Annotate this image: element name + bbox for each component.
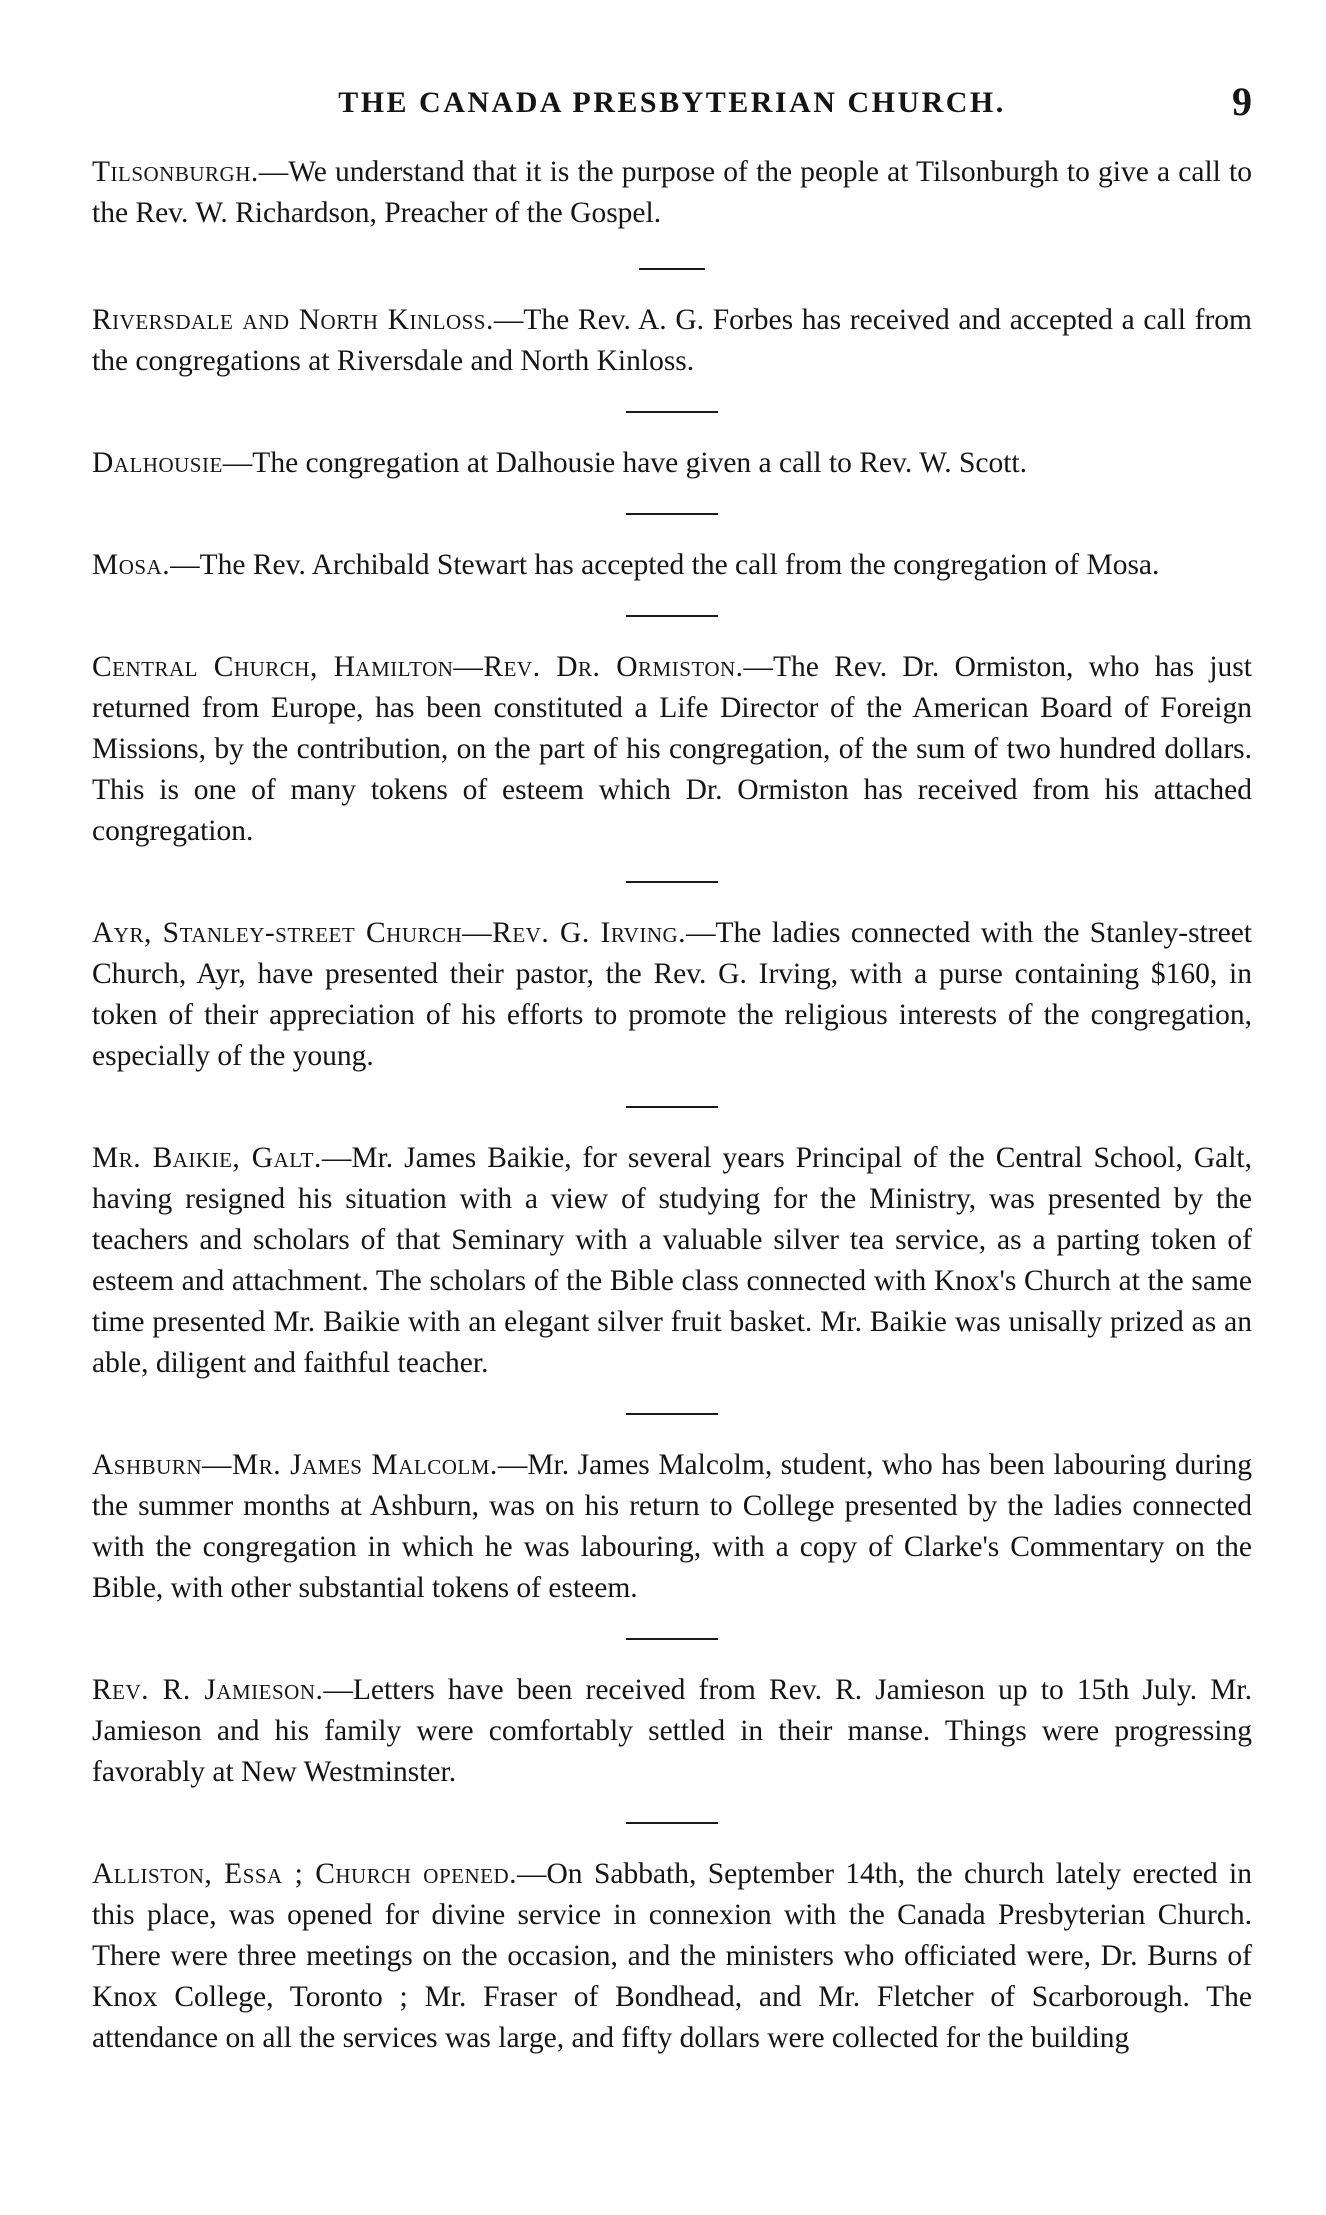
news-entry xyxy=(92,152,1252,234)
section-divider xyxy=(626,1822,718,1824)
entry-heading: Alliston, Essa ; Church opened. xyxy=(92,1858,517,1890)
entry-text: —The Rev. Archibald Stewart has accepted the call from the congregation of Mosa. xyxy=(170,549,1160,581)
section-divider xyxy=(626,615,718,617)
news-entry xyxy=(92,1854,1252,2059)
news-entry xyxy=(92,913,1252,1077)
entry-text: —The Rev. A. G. Forbes has received and accepted a call from the congregations at Riversdale and North Kinloss. xyxy=(92,304,1252,377)
section-divider xyxy=(626,513,718,515)
news-entry xyxy=(92,545,1252,586)
section-divider xyxy=(639,268,705,270)
section-divider xyxy=(626,1106,718,1108)
entry-heading: Ayr, Stanley-street Church—Rev. G. Irving. xyxy=(92,917,687,949)
section-divider xyxy=(626,881,718,883)
entry-text: —On Sabbath, September 14th, the church lately erected in this place, was opened for divine service in connexion with the Canada Presbyterian Church. There were three meetings on the occasion, and the ministers who officiated were, Dr. Burns of Knox College, Toronto ; Mr. Fraser of Bondhead, and Mr. Fletcher of Scarborough. The attendance on all the services was large, and fifty dollars were collected for the building xyxy=(92,1858,1253,2054)
page-number: 9 xyxy=(1232,79,1252,124)
entry-text: —We understand that it is the purpose of the people at Tilsonburgh to give a call to the Rev. W. Richardson, Preacher of the Gospel. xyxy=(92,156,1252,229)
entry-text: —The Rev. Dr. Ormiston, who has just returned from Europe, has been constituted a Life Director of the American Board of Foreign Missions, by the contribution, on the part of his congregation, of the sum of two hundred dollars. This is one of many tokens of esteem which Dr. Ormiston has received from his attached congregation. xyxy=(92,651,1252,847)
entry-heading: Tilsonburgh. xyxy=(92,156,259,188)
news-entry xyxy=(92,647,1252,852)
entry-text: —Mr. James Baikie, for several years Principal of the Central School, Galt, having resigned his situation with a view of studying for the Ministry, was presented by the teachers and scholars of that Seminary with a valuable silver tea service, as a parting token of esteem and attachment. The scholars of the Bible class connected with Knox's Church at the same time presented Mr. Baikie with an elegant silver fruit basket. Mr. Baikie was unisally prized as an able, diligent and faithful teacher. xyxy=(92,1142,1252,1379)
entry-text: —Mr. James Malcolm, student, who has been labouring during the summer months at Ashburn, was on his return to College presented by the ladies connected with the congregation in which he was labouring, with a copy of Clarke's Commentary on the Bible, with other substantial tokens of esteem. xyxy=(92,1449,1252,1604)
entry-heading: Central Church, Hamilton—Rev. Dr. Ormiston. xyxy=(92,651,744,683)
entry-heading: Ashburn—Mr. James Malcolm. xyxy=(92,1449,498,1481)
entry-heading: Mr. Baikie, Galt. xyxy=(92,1142,322,1174)
running-header xyxy=(92,72,1252,122)
section-divider xyxy=(626,1413,718,1415)
section-divider xyxy=(626,411,718,413)
entry-heading: Mosa. xyxy=(92,549,171,581)
entry-heading: Dalhousie xyxy=(92,447,223,479)
news-entry xyxy=(92,1138,1252,1384)
entry-heading: Riversdale and North Kinloss. xyxy=(92,304,494,336)
entry-text: —Letters have been received from Rev. R. Jamieson up to 15th July. Mr. Jamieson and his family were comfortably settled in their manse. Things were progressing favorably at New Westminster. xyxy=(92,1674,1252,1788)
section-divider xyxy=(626,1638,718,1640)
news-entry xyxy=(92,1445,1252,1609)
news-entry xyxy=(92,443,1252,484)
running-title: THE CANADA PRESBYTERIAN CHURCH. xyxy=(338,86,1006,119)
news-entry xyxy=(92,1670,1252,1793)
entry-text: —The ladies connected with the Stanley-street Church, Ayr, have presented their pastor, the Rev. G. Irving, with a purse containing $160, in token of their appreciation of his efforts to promote the religious interests of the congregation, especially of the young. xyxy=(92,917,1252,1072)
entry-text: —The congregation at Dalhousie have given a call to Rev. W. Scott. xyxy=(222,447,1028,479)
news-entry xyxy=(92,300,1252,382)
article-body xyxy=(92,152,1252,2059)
entry-heading: Rev. R. Jamieson. xyxy=(92,1674,324,1706)
